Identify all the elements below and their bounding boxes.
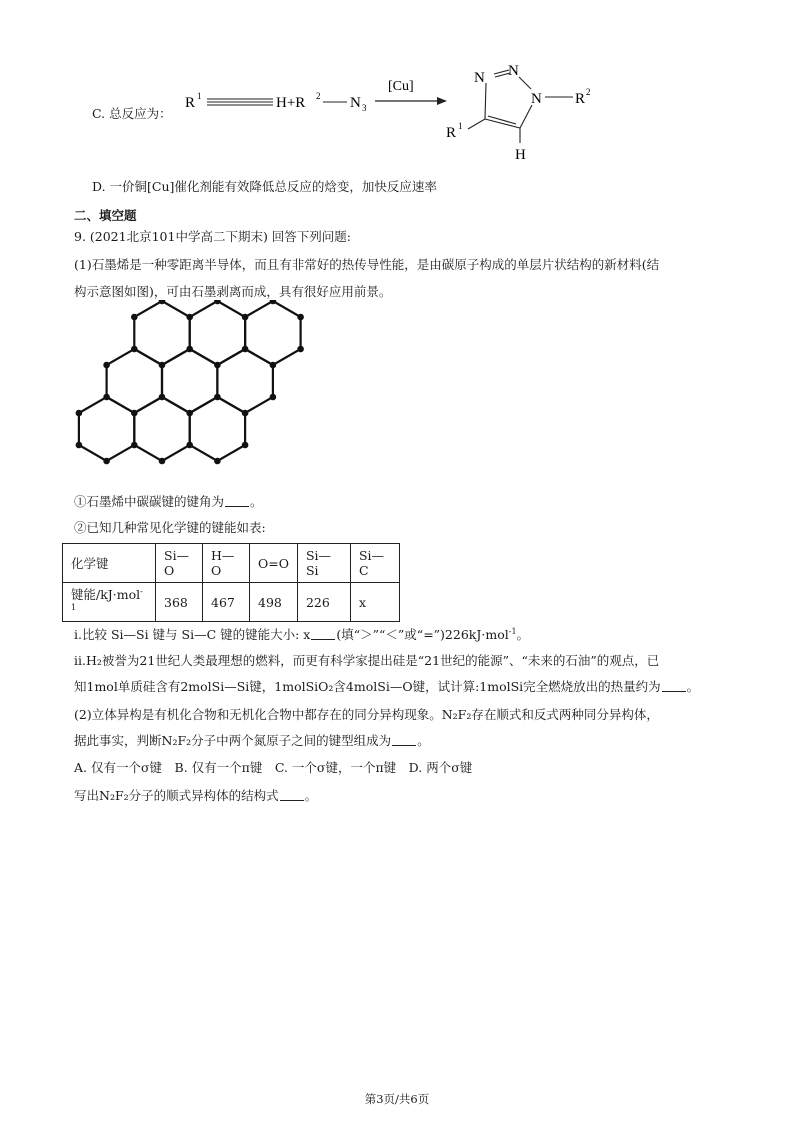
carbon-atom [76, 410, 83, 417]
carbon-atom [186, 442, 193, 449]
row-label-sup: -1 [71, 587, 143, 613]
q9-p1-line2: 构示意图如图)，可由石墨剥离而成，具有很好应用前景。 [74, 284, 392, 299]
table-row-label [63, 583, 156, 622]
table-cell: 498 [250, 583, 298, 622]
q9-p2-end: 。 [417, 733, 430, 748]
q9-sub1-end: 。 [250, 494, 263, 509]
graphene-hexagon [162, 349, 217, 413]
triazole-n-top: N [508, 63, 519, 79]
q9-sub2: ②已知几种常见化学键的键能如表: [74, 520, 266, 535]
q9-choices: A. 仅有一个σ键 B. 仅有一个π键 C. 一个σ键，一个π键 D. 两个σ键 [74, 760, 473, 775]
table-header-cell: Si—O [156, 544, 203, 583]
carbon-atom [186, 410, 193, 417]
answer-blank-bond-angle[interactable] [225, 494, 249, 507]
carbon-atom [186, 346, 193, 353]
table-cell: 368 [156, 583, 203, 622]
carbon-atom [270, 362, 277, 369]
carbon-atom [159, 394, 166, 401]
graphene-hexagon [134, 397, 189, 461]
carbon-atom [214, 300, 221, 304]
table-header-cell: H—O [203, 544, 250, 583]
carbon-atom [214, 458, 221, 465]
carbon-atom [242, 346, 249, 353]
q9-last-text: 写出N₂F₂分子的顺式异构体的结构式 [74, 788, 279, 803]
answer-blank-compare[interactable] [311, 627, 335, 640]
q9-i-sup: -1 [508, 627, 517, 636]
q9-p1-line1: (1)石墨烯是一种零距离半导体，而且有非常好的热传导性能，是由碳原子构成的单层片状结构的新材料(结 [74, 257, 660, 272]
carbon-atom [103, 458, 110, 465]
reactant-h-plus-r2: H+R [276, 95, 306, 111]
page-footer: 第3页/共6页 [364, 1092, 430, 1106]
option-d: D. 一价铜[Cu]催化剂能有效降低总反应的焓变，加快反应速率 [92, 179, 437, 194]
carbon-atom [297, 314, 304, 321]
q9-p2-line2 [74, 731, 430, 751]
carbon-atom [131, 346, 138, 353]
q9-header: 9. (2021北京101中学高二下期末) 回答下列问题: [74, 229, 352, 244]
graphene-hexagon [134, 301, 189, 365]
table-cell: 226 [297, 583, 350, 622]
q9-i-text-b: (填“＞”“＜”或“=”)226kJ·mol [336, 627, 509, 643]
q9-ii-line1: ii.H₂被誉为21世纪人类最理想的燃料，而更有科学家提出硅是“21世纪的能源”、“未来的石油”的观点，已 [74, 653, 660, 668]
reactant-r1: R [185, 95, 196, 111]
table-cell: x [350, 583, 399, 622]
carbon-atom [270, 394, 277, 401]
product-r1-sup: 1 [458, 121, 463, 131]
table-cell: 467 [203, 583, 250, 622]
table-header-cell: O=O [250, 544, 298, 583]
q9-p2-line1: (2)立体异构是有机化合物和无机化合物中都存在的同分异构现象。N₂F₂存在顺式和反式两种同分异构体， [74, 707, 659, 722]
q9-i-end: 。 [516, 627, 530, 643]
answer-blank-bond-type[interactable] [392, 733, 416, 746]
graphene-hexagon [245, 301, 301, 365]
answer-blank-structure[interactable] [280, 788, 304, 801]
carbon-atom [242, 442, 249, 449]
carbon-atom [214, 362, 221, 369]
graphene-hexagon [190, 397, 245, 461]
reactant-r1-sup: 1 [197, 91, 202, 101]
carbon-atom [76, 442, 83, 449]
graphene-hexagon [79, 397, 134, 461]
product-r2-sup: 2 [586, 87, 591, 97]
reaction-equation [175, 55, 615, 170]
section-heading: 二、填空题 [74, 208, 137, 223]
triazole-n-right: N [531, 91, 542, 107]
q9-i-line [74, 622, 529, 645]
product-r2: R [575, 91, 586, 107]
q9-sub1-text: ①石墨烯中碳碳键的键角为 [74, 494, 225, 509]
graphene-hexagon [190, 301, 245, 365]
bond-energy-table [62, 543, 400, 622]
table-header-cell: Si—C [350, 544, 399, 583]
q9-ii-end: 。 [686, 679, 700, 694]
q9-last-line [74, 786, 317, 806]
graphene-hexagon [107, 349, 162, 413]
carbon-atom [186, 314, 193, 321]
option-c-label: C. 总反应为： [92, 106, 172, 121]
carbon-atom [242, 314, 249, 321]
carbon-atom [159, 458, 166, 465]
reactant-n3: N [350, 95, 361, 111]
answer-blank-heat[interactable] [662, 679, 686, 692]
carbon-atom [159, 362, 166, 369]
product-h: H [515, 147, 526, 163]
table-row [63, 583, 400, 622]
reactant-n3-sub: 3 [362, 103, 367, 113]
triple-bond [207, 99, 273, 105]
q9-sub1 [74, 492, 263, 512]
q9-ii-line2 [74, 677, 699, 697]
reactant-r2-sup: 2 [316, 91, 321, 101]
q9-last-end: 。 [304, 788, 318, 803]
carbon-atom [270, 300, 277, 304]
carbon-atom [103, 394, 110, 401]
carbon-atom [159, 300, 166, 304]
table-header-row [63, 544, 400, 583]
catalyst-label: [Cu] [388, 79, 414, 94]
graphene-hexagon [217, 349, 273, 413]
carbon-atom [131, 410, 138, 417]
carbon-atom [103, 362, 110, 369]
table-header-cell: 化学键 [63, 544, 156, 583]
row-label-text: 键能/kJ·mol [71, 587, 141, 603]
triazole-n-left: N [474, 70, 485, 86]
q9-ii-text: 知1mol单质硅含有2molSi—Si键，1molSiO₂含4molSi—O键，试计算:1molSi完全燃烧放出的热量约为 [74, 679, 661, 694]
q9-p2-text: 据此事实，判断N₂F₂分子中两个氮原子之间的键型组成为 [74, 733, 392, 748]
q9-i-text-a: i.比较 Si—Si 键与 Si—C 键的键能大小: x [74, 627, 311, 643]
carbon-atom [214, 394, 221, 401]
table-header-cell: Si—Si [297, 544, 350, 583]
carbon-atom [297, 346, 304, 353]
graphene-lattice [79, 301, 301, 461]
carbon-atom [131, 314, 138, 321]
graphene-diagram [70, 300, 320, 485]
reaction-arrow [375, 97, 447, 105]
carbon-atom [242, 410, 249, 417]
product-r1: R [446, 125, 457, 141]
carbon-atom [131, 442, 138, 449]
